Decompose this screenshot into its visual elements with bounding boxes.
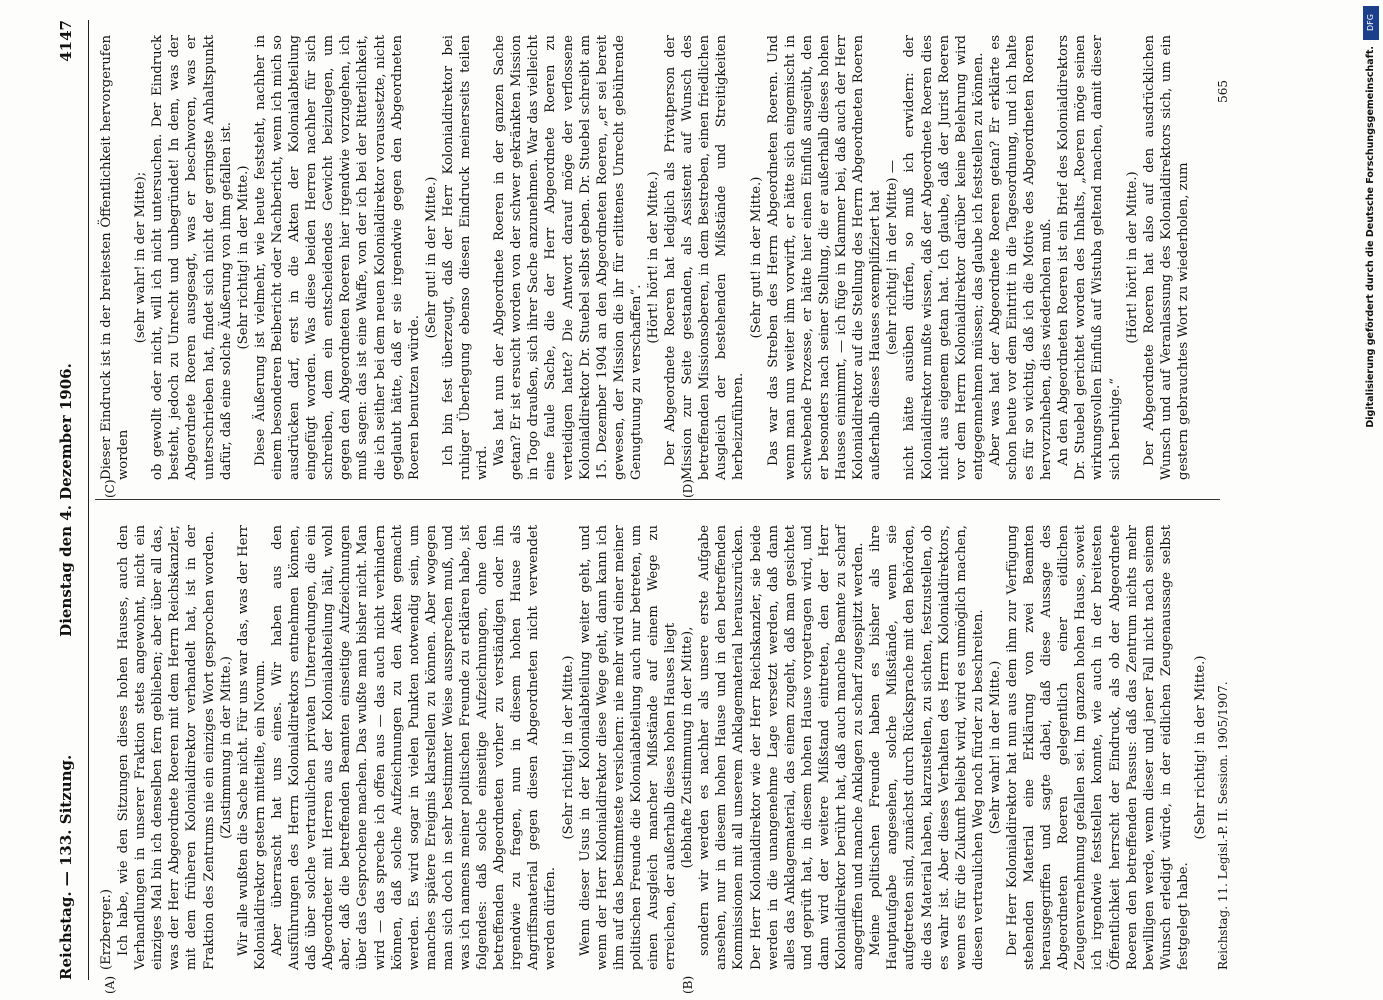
interjection: (Zustimmung in der Mitte.) xyxy=(218,656,234,839)
side-strip xyxy=(1361,0,1383,1000)
marker-b: (B) xyxy=(681,975,695,994)
signature-number: 565 xyxy=(1215,80,1230,103)
page-header xyxy=(58,20,82,980)
header-left: Reichstag. — 133. Sitzung. xyxy=(57,754,75,980)
interjection: (sehr wahr! in der Mitte); xyxy=(133,171,149,344)
interjection: (Sehr wahr! in der Mitte.) xyxy=(987,660,1003,835)
paragraph: Meine politischen Freunde haben es bisher als ihre Hauptaufgabe angesehen, solche Mißstände, wenn sie aufgetreten sind, zunächst durch Rücksprache mit den Behörden, die das Material haben, klarzustellen, zu sichten, festzustellen, ob es wahr ist. Aber dieses Verhalten des Herrn Kolonialdirektors, wenn es für die Zukunft beliebt wird, wird es unmöglich machen, diesen vertraulichen Weg noch fürder zu beschreiten. xyxy=(868,525,986,970)
paragraph: Was hat nun der Abgeordnete Roeren in der ganzen Sache getan? Er ist ersucht worden von der schwer gekränkten Mission in Togo draußen, sich ihrer Sache anzunehmen. War das vielleicht eine faule Sache, die der Herr Abgeordnete Roeren zu verteidigen hatte? Die Antwort darauf möge der verflossene Kolonialdirektor Dr. Stuebel selbst geben. Dr. Stuebel schreibt am 15. Dezember 1904 an den Abgeordneten Roeren, „er sei bereit gewesen, der Mission die ihr für erlittenes Unrecht gebührende Genugtuung zu verschaffen“. xyxy=(492,35,644,480)
paragraph: nicht hätte ausüben dürfen, so muß ich erwidern: der Kolonialdirektor mußte wissen, daß der Abgeordnete Roeren dies nicht aus eigenem getan hat. Ich glaube, daß der Jurist Roeren vor dem Herrn Kolonialdirektor darüber keine Belehrung wird entgegennehmen müssen; das glaube ich feststellen zu können. xyxy=(902,35,986,480)
paragraph: Dieser Eindruck ist in der breitesten Öffentlichkeit hervorgerufen worden xyxy=(99,35,132,480)
digitization-note: Digitalisierung gefördert durch die Deutsche Forschungsgemeinschaft. xyxy=(1365,46,1376,428)
paragraph: An den Abgeordneten Roeren ist ein Brief des Kolonialdirektors Dr. Stuebel gerichtet worden des Inhalts, „Roeren möge seinen wirkungsvollen Einfluß auf Wistuba geltend machen, damit dieser sich beruhige.“ xyxy=(1056,35,1123,480)
interjection: (Sehr richtig! in der Mitte.) xyxy=(560,655,576,840)
interjection: (Sehr richtig! in der Mitte.) xyxy=(235,165,251,350)
interjection: (lebhafte Zustimmung in der Mitte), xyxy=(680,626,696,869)
interjection: (Sehr richtig! in der Mitte.) xyxy=(1193,655,1208,840)
paragraph: Der Abgeordnete Roeren hat lediglich als Privatperson der Mission zur Seite gestanden, als Assistent auf Wunsch des betreffenden Missionsoberen, in dem Bestreben, einen friedlichen Ausgleich der bestehenden Mißstände und Streitigkeiten herbeizuführen. xyxy=(663,35,747,480)
header-page-number: 4147 xyxy=(57,20,75,62)
text-column-right xyxy=(98,35,1192,480)
paragraph: Der Herr Kolonialdirektor hat nun aus dem ihm zur Verfügung stehenden Material eine Erklärung von zwei Beamten herausgegriffen und sagte dabei, daß diese Aussage des Abgeordneten Roeren gelegentlich einer eidlichen Zeugenvernehmung gefallen sei. Im ganzen hohen Hause, soweit ich irgendwie feststellen konnte, wie auch in der breitesten Öffentlichkeit herrscht der Eindruck, als ob der Abgeordnete Roeren den betreffenden Passus: daß das Zentrum nichts mehr bewilligen werde, wenn dieser und jener Fall nicht nach seinem Wunsch erledigt würde, in der eidlichen Zeugenaussage selbst festgelegt habe. xyxy=(1004,525,1191,970)
paragraph: Aber überrascht hat uns eines. Wir haben aus den Ausführungen des Herrn Kolonialdirektors entnehmen können, daß über solche vertraulichen privaten Unterredungen, die ein Abgeordneter mit Herren aus der Kolonialabteilung hält, wohl aber, daß die betreffenden Beamten einseitige Aufzeichnungen über das Gesprochene machen. Das wußte man bisher nicht. Man wird — das spreche ich offen aus — das auch nicht verhindern können, daß solche Aufzeichnungen zu den Akten gemacht werden. Es wird sogar in vielen Punkten notwendig sein, um manches spätere Ereignis klarstellen zu können. Aber wogegen man sich doch in sehr bestimmter Weise aussprechen muß, und was ich namens meiner politischen Freunde zu erklären habe, ist folgendes: daß solche einseitige Aufzeichnungen, ohne den betreffenden Abgeordneten vorher zu verständigen oder ihn irgendwie zu fragen, nun in diesem hohen Hause als Angriffsmaterial gegen diesen Abgeordneten nicht verwendet werden dürfen. xyxy=(269,525,559,970)
marker-c: (C) xyxy=(103,479,117,498)
paragraph: Ich bin fest überzeugt, daß der Herr Kolonialdirektor bei ruhiger Überlegung ebenso diesen Eindruck meinerseits teilen wird. xyxy=(440,35,491,480)
paragraph: (Erzberger.) xyxy=(99,888,114,970)
interjection: (sehr richtig! in der Mitte) — xyxy=(885,160,901,355)
paragraph: Der Abgeordnete Roeren hat also auf den ausdrücklichen Wunsch und auf Veranlassung des Kolonialdirektors sich, um ein gestern gebrauchtes Wort zu wiederholen, zum xyxy=(1141,35,1191,480)
paragraph: Aber was hat der Abgeordnete Roeren getan? Er erklärte es schon heute vor dem Eintritt in die Tagesordnung, und ich halte es für so wichtig, daß ich die Motive des Abgeordneten Roeren hervorzuheben, dies wiederholen muß. xyxy=(987,35,1055,480)
paragraph: sondern wir werden es nachher als unsere erste Aufgabe ansehen, nur in diesem hohen Hause und in den betreffenden Kommissionen mit all unserem Anklagematerial herauszurücken. Der Herr Kolonialdirektor wie der Herr Reichskanzler, sie beide werden in die unangenehme Lage versetzt werden, daß dann alles das Anklagematerial, das einem zugeht, daß man gesichtet und geprüft hat, in diesem hohen Hause vorgetragen wird, und dann wird der weitere Mißstand eintreten, den der Herr Kolonialdirektor berührt hat, daß auch manche Beamte zu scharf angegriffen und manche Anklagen zu scharf zugespitzt werden. xyxy=(697,525,867,970)
paragraph: Das war das Streben des Herrn Abgeordneten Roeren. Und wenn man nun weiter ihm vorwirft, er hätte sich eingemischt in schwebende Prozesse, er hätte hier einen Einfluß ausgeübt, den er besonders nach seiner Stellung, die er außerhalb dieses hohen Hauses einnimmt, — ich füge in Klammer bei, daß auch der Herr Kolonialdirektor auf die Stellung des Herrn Abgeordneten Roeren außerhalb dieses Hauses exemplifiziert hat xyxy=(765,35,884,480)
paragraph: Ich habe, wie den Sitzungen dieses hohen Hauses, auch den Verhandlungen in unserer Fraktion stets angewohnt, nicht ein einziges Mal bin ich denselben fern geblieben; aber über all das, was der Herr Abgeordnete Roeren mit dem Herrn Reichskanzler, mit dem früheren Kolonialdirektor verhandelt hat, ist in der Fraktion des Zentrums nie ein einziges Wort gesprochen worden. xyxy=(116,525,217,970)
paragraph: Wir alle wußten die Sache nicht. Für uns war das, was der Herr Kolonialdirektor gestern mitteilte, ein Novum. xyxy=(235,525,268,970)
paragraph: ob gewollt oder nicht, will ich nicht untersuchen. Der Eindruck besteht, jedoch zu Unrecht und unbegründet! In dem, was der Abgeordnete Roeren ausgesagt, was er beschworen, was er unterschrieben hat, findet sich nicht der geringste Anhaltspunkt dafür, daß eine solche Äußerung von ihm gefallen ist. xyxy=(150,35,234,480)
dfg-logo: DFG xyxy=(1363,6,1379,40)
interjection: (Sehr gut! in der Mitte.) xyxy=(748,176,764,339)
interjection: (Hört! hört! in der Mitte.) xyxy=(1124,171,1140,344)
marker-a: (A) xyxy=(103,975,117,994)
text-column-left xyxy=(98,525,1209,970)
paragraph: Wenn dieser Usus in der Kolonialabteilung weiter geht, und wenn der Herr Kolonialdirektor diese Wege geht, dann kann ich ihm auf das bestimmteste versichern: nie mehr wird einer meiner politischen Freunde die Kolonialabteilung auch nur betreten, um einen Ausgleich mancher Mißstände auf einem Wege zu erreichen, der außerhalb dieses hohen Hauses liegt xyxy=(577,525,679,970)
interjection: (Sehr gut! in der Mitte.) xyxy=(423,176,439,339)
paragraph: Diese Äußerung ist vielmehr, wie heute feststeht, nachher in einem besonderen Beibericht oder Nachbericht, wenn ich mich so ausdrücken darf, erst in die Akten der Kolonialabteilung eingefügt worden. Was diese beiden Herren nachher für sich schreiben, dem ein entscheidendes Gewicht beizulegen, um gegen den Abgeordneten Roeren hier irgendwie vorzugehen, ich muß sagen: das ist eine Waffe, von der ich bei der Ritterlichkeit, die ich seither bei dem neuen Kolonialdirektor voraussetzte, nicht geglaubt hätte, daß er sie irgendwie gegen den Abgeordneten Roeren benutzen würde. xyxy=(252,35,422,480)
page-footer: Reichstag. 11. Legisl.-P. II. Session. 1905/1907. xyxy=(1215,681,1230,970)
header-date: Dienstag den 4. Dezember 1906. xyxy=(57,363,75,637)
column-divider xyxy=(95,499,1220,500)
interjection: (Hört! hört! in der Mitte.) xyxy=(646,171,661,344)
scanned-page xyxy=(40,0,1330,1000)
header-rule xyxy=(88,20,89,980)
marker-d: (D) xyxy=(681,479,695,498)
